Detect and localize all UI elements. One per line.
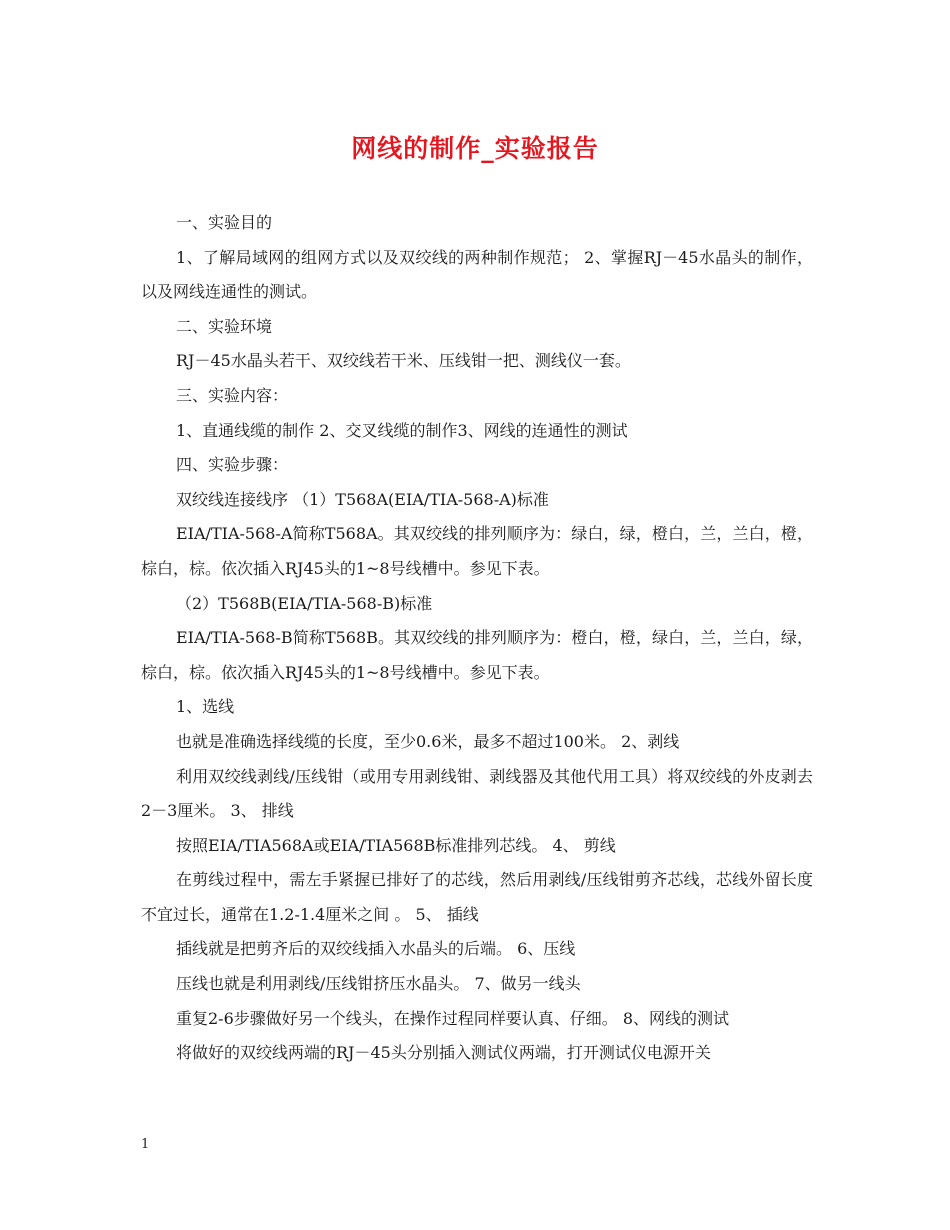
- paragraph: 将做好的双绞线两端的RJ－45头分别插入测试仪两端，打开测试仪电源开关: [176, 1043, 711, 1063]
- paragraph: （2）T568B(EIA/TIA-568-B)标准: [176, 593, 433, 613]
- paragraph: 按照EIA/TIA568A或EIA/TIA568B标准排列芯线。 4、 剪线: [176, 835, 616, 855]
- paragraph: 利用双绞线剥线/压线钳（或用专用剥线钳、剥线器及其他代用工具）将双绞线的外皮剥去2－3厘米。 3、 排线: [141, 766, 813, 821]
- paragraph: EIA/TIA-568-B简称T568B。其双绞线的排列顺序为：橙白，橙，绿白，兰，兰白，绿，棕白，棕。依次插入RJ45头的1~8号线槽中。参见下表。: [141, 628, 813, 682]
- paragraph: EIA/TIA-568-A简称T568A。其双绞线的排列顺序为：绿白，绿，橙白，兰，兰白，橙，棕白，棕。依次插入RJ45头的1~8号线槽中。参见下表。: [141, 524, 813, 578]
- paragraph: 1、直通线缆的制作 2、交叉线缆的制作3、网线的连通性的测试: [176, 420, 628, 440]
- paragraph: 1、了解局域网的组网方式以及双绞线的两种制作规范； 2、掌握RJ－45水晶头的制作，以及网线连通性的测试。: [141, 247, 813, 302]
- paragraph: 压线也就是利用剥线/压线钳挤压水晶头。 7、做另一线头: [176, 974, 581, 994]
- paragraph: 重复2-6步骤做好另一个线头，在操作过程同样要认真、仔细。 8、网线的测试: [176, 1008, 730, 1028]
- paragraph: 也就是准确选择线缆的长度，至少0.6米，最多不超过100米。 2、剥线: [176, 731, 680, 751]
- paragraph: 双绞线连接线序 （1）T568A(EIA/TIA-568-A)标准: [176, 489, 549, 509]
- paragraph: 二、实验环境: [176, 316, 273, 336]
- paragraph: 在剪线过程中，需左手紧握已排好了的芯线，然后用剥线/压线钳剪齐芯线，芯线外留长度不宜过长，通常在1.2-1.4厘米之间 。 5、 插线: [141, 870, 813, 924]
- paragraph: 1、选线: [176, 697, 235, 717]
- paragraph: 插线就是把剪齐后的双绞线插入水晶头的后端。 6、压线: [176, 939, 576, 959]
- paragraph: 四、实验步骤：: [176, 455, 289, 475]
- document-body: [141, 206, 813, 1071]
- paragraph: 一、实验目的: [176, 213, 273, 232]
- paragraph: RJ－45水晶头若干、双绞线若干米、压线钳一把、测线仪一套。: [176, 351, 631, 371]
- paragraph: 三、实验内容：: [176, 385, 289, 405]
- document-title: 网线的制作_实验报告: [351, 134, 599, 163]
- page-number: 1: [141, 1137, 150, 1152]
